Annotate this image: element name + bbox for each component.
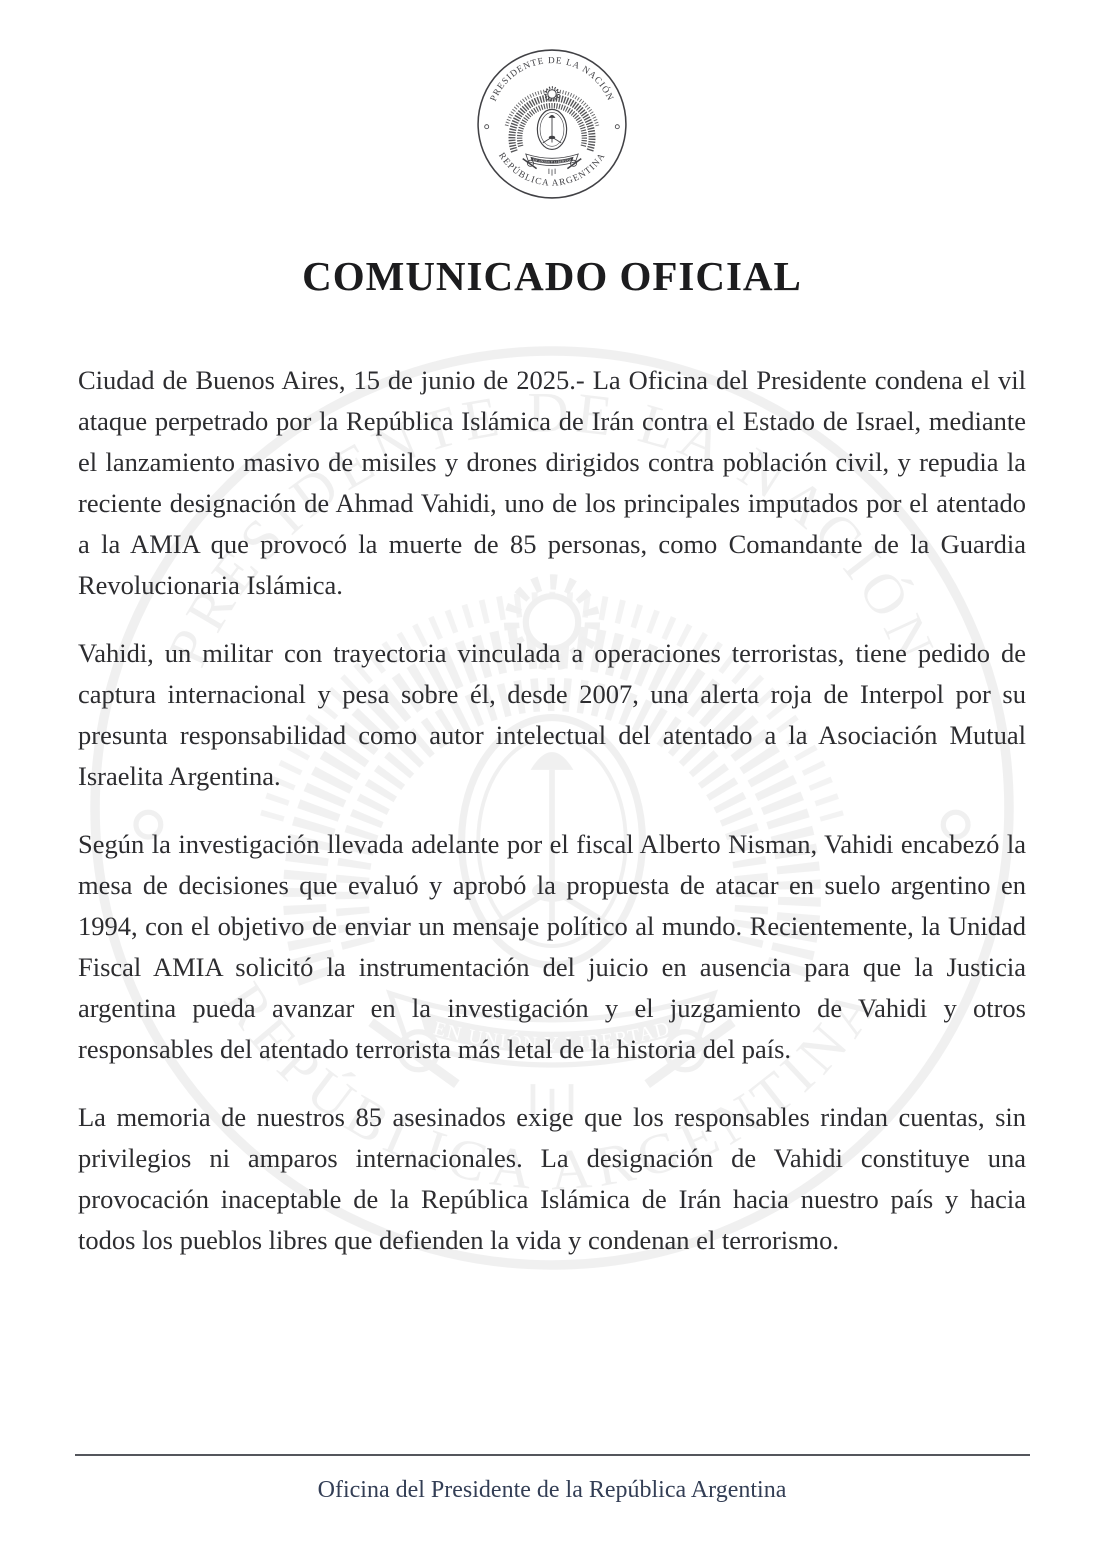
seal-top-text: PRESIDENTE DE LA NACIÓN <box>487 55 617 103</box>
presidential-seal-icon <box>475 47 629 201</box>
body-paragraph: Ciudad de Buenos Aires, 15 de junio de 2025.- La Oficina del Presidente condena el vil ataque perpetrado por la República Islámica de Irán contra el Estado de Israel, mediante el lanzamiento masivo de misiles y drones dirigidos contra población civil, y repudia la reciente designación de Ahmad Vahidi, uno de los principales imputados por el atentado a la AMIA que provocó la muerte de 85 personas, como Comandante de la Guardia Revolucionaria Islámica. <box>78 365 1026 600</box>
body-paragraph: La memoria de nuestros 85 asesinados exige que los responsables rindan cuentas, sin privilegios ni amparos internacionales. La designación de Vahidi constituye una provocación inaceptable de la República Islámica de Irán hacia nuestro país y hacia todos los pueblos libres que defienden la vida y condenan el terrorismo. <box>78 1102 1026 1255</box>
body-paragraph: Según la investigación llevada adelante por el fiscal Alberto Nisman, Vahidi encabezó la mesa de decisiones que evaluó y aprobó la propuesta de atacar en suelo argentino en 1994, con el objetivo de enviar un mensaje político al mundo. Recientemente, la Unidad Fiscal AMIA solicitó la instrumentación del juicio en ausencia para que la Justicia argentina pueda avanzar en la investigación y el juzgamiento de Vahidi y otros responsables del atentado terrorista más letal de la historia del país. <box>78 829 1026 1064</box>
seal-separator-left-icon <box>485 125 489 129</box>
seal-bottom-text: REPÚBLICA ARGENTINA <box>496 150 608 188</box>
document-footer <box>0 1454 1104 1505</box>
seal-banner-text: EN UNIÓN Y LIBERTAD <box>532 157 572 165</box>
body-paragraph: Vahidi, un militar con trayectoria vinculada a operaciones terroristas, tiene pedido de captura internacional y pesa sobre él, desde 2007, una alerta roja de Interpol por su presunta responsabilidad como autor intelectual del atentado a la Asociación Mutual Israelita Argentina. <box>78 638 1026 791</box>
communique-body <box>78 360 1026 1261</box>
document-header <box>0 0 1104 206</box>
footer-divider <box>75 1454 1030 1456</box>
seal-shield-icon <box>537 109 566 149</box>
page-title: COMUNICADO OFICIAL <box>302 253 802 299</box>
footer-org-name: Oficina del Presidente de la República Argentina <box>317 1477 787 1503</box>
seal-separator-right-icon <box>615 125 619 129</box>
